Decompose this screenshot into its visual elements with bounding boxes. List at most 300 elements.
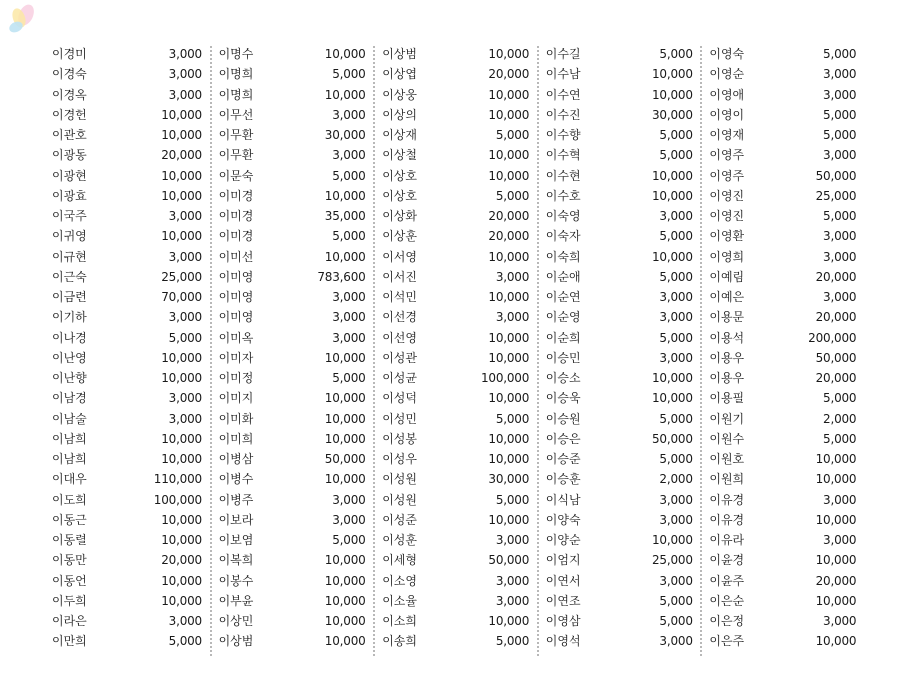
donor-row bbox=[210, 307, 374, 327]
donor-row bbox=[700, 571, 864, 591]
donor-row bbox=[210, 591, 374, 611]
donation-amount: 10,000 bbox=[161, 188, 202, 203]
donor-row bbox=[46, 449, 210, 469]
donation-amount: 35,000 bbox=[324, 209, 366, 224]
donor-row bbox=[210, 510, 374, 530]
donation-amount: 5,000 bbox=[495, 128, 530, 143]
donation-amount: 2,000 bbox=[823, 411, 857, 426]
donation-amount: 5,000 bbox=[823, 209, 857, 224]
donor-name: 이영애 bbox=[709, 87, 745, 102]
donor-name: 이동렬 bbox=[52, 533, 87, 548]
donor-row bbox=[373, 287, 537, 307]
donation-amount: 5,000 bbox=[659, 452, 693, 467]
donor-column bbox=[700, 44, 864, 652]
donor-row bbox=[537, 186, 701, 206]
donor-name: 이석민 bbox=[382, 290, 417, 305]
donor-row bbox=[537, 166, 701, 186]
donor-name: 이연조 bbox=[545, 593, 581, 608]
donor-row bbox=[373, 186, 537, 206]
donor-name: 이영주 bbox=[709, 148, 745, 163]
donor-name: 이복희 bbox=[218, 553, 254, 568]
donor-row bbox=[373, 267, 537, 287]
donor-name: 이영이 bbox=[709, 107, 745, 122]
donor-name: 이성덕 bbox=[382, 391, 417, 406]
donation-amount: 100,000 bbox=[153, 492, 202, 507]
donor-name: 이용우 bbox=[709, 371, 745, 386]
donor-row bbox=[210, 166, 374, 186]
donor-name: 이규현 bbox=[52, 249, 87, 264]
donation-amount: 3,000 bbox=[168, 47, 202, 62]
donor-row bbox=[537, 105, 701, 125]
donation-amount: 10,000 bbox=[488, 391, 530, 406]
donation-amount: 5,000 bbox=[168, 330, 202, 345]
donor-row bbox=[537, 226, 701, 246]
donor-row bbox=[210, 328, 374, 348]
donor-row bbox=[46, 247, 210, 267]
donation-amount: 10,000 bbox=[488, 431, 530, 446]
donor-name: 이양순 bbox=[545, 533, 581, 548]
donation-amount: 5,000 bbox=[495, 492, 530, 507]
donation-amount: 200,000 bbox=[808, 330, 857, 345]
donor-name: 이세형 bbox=[382, 553, 417, 568]
donor-row bbox=[373, 226, 537, 246]
donation-amount: 3,000 bbox=[168, 67, 202, 82]
donation-amount: 10,000 bbox=[488, 512, 530, 527]
donor-row bbox=[210, 550, 374, 570]
donor-row bbox=[700, 368, 864, 388]
donor-row bbox=[46, 64, 210, 84]
donation-amount: 10,000 bbox=[161, 371, 202, 386]
donor-name: 이명수 bbox=[218, 47, 254, 62]
donor-row bbox=[537, 247, 701, 267]
donation-amount: 3,000 bbox=[659, 634, 693, 649]
donor-row bbox=[210, 388, 374, 408]
donation-amount: 10,000 bbox=[651, 188, 693, 203]
donor-column bbox=[373, 44, 537, 652]
donor-name: 이보라 bbox=[218, 512, 254, 527]
donor-name: 이수혁 bbox=[545, 148, 581, 163]
donation-amount: 5,000 bbox=[659, 269, 693, 284]
donation-amount: 2,000 bbox=[659, 472, 693, 487]
donation-amount: 3,000 bbox=[332, 107, 366, 122]
donor-column bbox=[46, 44, 210, 652]
donor-name: 이명희 bbox=[218, 67, 254, 82]
donation-amount: 5,000 bbox=[495, 634, 530, 649]
donor-name: 이용우 bbox=[709, 350, 745, 365]
donor-name: 이용문 bbox=[709, 310, 745, 325]
donor-name: 이상화 bbox=[382, 209, 417, 224]
donor-row bbox=[373, 368, 537, 388]
donation-amount: 70,000 bbox=[161, 290, 202, 305]
donor-name: 이성봉 bbox=[382, 431, 417, 446]
donation-amount: 3,000 bbox=[823, 492, 857, 507]
donation-amount: 5,000 bbox=[823, 128, 857, 143]
donation-amount: 3,000 bbox=[823, 229, 857, 244]
donation-amount: 50,000 bbox=[488, 553, 530, 568]
donor-row bbox=[373, 105, 537, 125]
donor-name: 이영진 bbox=[709, 188, 745, 203]
donation-amount: 5,000 bbox=[332, 168, 366, 183]
donor-row bbox=[210, 105, 374, 125]
donor-name: 이봉수 bbox=[218, 573, 254, 588]
donation-amount: 5,000 bbox=[332, 229, 366, 244]
donation-amount: 10,000 bbox=[488, 249, 530, 264]
donation-amount: 783,600 bbox=[317, 269, 366, 284]
donor-row bbox=[700, 85, 864, 105]
donation-amount: 20,000 bbox=[488, 229, 530, 244]
donor-name: 이용필 bbox=[709, 391, 745, 406]
donor-name: 이소희 bbox=[382, 614, 417, 629]
donor-name: 이동언 bbox=[52, 573, 87, 588]
donor-row bbox=[700, 631, 864, 651]
donor-name: 이유경 bbox=[709, 512, 745, 527]
donation-amount: 10,000 bbox=[161, 452, 202, 467]
donor-row bbox=[537, 571, 701, 591]
donor-row bbox=[537, 44, 701, 64]
donation-amount: 10,000 bbox=[161, 512, 202, 527]
donor-name: 이서영 bbox=[382, 249, 417, 264]
donor-name: 이은순 bbox=[709, 593, 745, 608]
donor-name: 이명희 bbox=[218, 87, 254, 102]
donor-row bbox=[700, 206, 864, 226]
donor-name: 이난향 bbox=[52, 371, 87, 386]
donation-amount: 5,000 bbox=[659, 330, 693, 345]
donor-name: 이성균 bbox=[382, 371, 417, 386]
donation-amount: 20,000 bbox=[161, 553, 202, 568]
donation-amount: 10,000 bbox=[324, 431, 366, 446]
donor-row bbox=[700, 186, 864, 206]
donor-name: 이병삼 bbox=[218, 452, 254, 467]
donor-name: 이원기 bbox=[709, 411, 745, 426]
donation-amount: 3,000 bbox=[168, 310, 202, 325]
donor-name: 이숙영 bbox=[545, 209, 581, 224]
donor-name: 이영재 bbox=[709, 128, 745, 143]
donor-row bbox=[537, 429, 701, 449]
donor-row bbox=[373, 145, 537, 165]
donor-row bbox=[46, 226, 210, 246]
donor-name: 이승원 bbox=[545, 411, 581, 426]
donation-amount: 3,000 bbox=[659, 573, 693, 588]
donation-amount: 20,000 bbox=[815, 573, 857, 588]
donation-amount: 10,000 bbox=[488, 452, 530, 467]
donor-row bbox=[210, 490, 374, 510]
donation-amount: 3,000 bbox=[332, 310, 366, 325]
donor-row bbox=[700, 125, 864, 145]
donor-name: 이미경 bbox=[218, 229, 254, 244]
donor-row bbox=[210, 267, 374, 287]
donor-name: 이은주 bbox=[709, 634, 745, 649]
donor-row bbox=[210, 125, 374, 145]
donation-amount: 10,000 bbox=[324, 411, 366, 426]
donation-amount: 25,000 bbox=[161, 269, 202, 284]
donation-amount: 10,000 bbox=[161, 431, 202, 446]
donor-name: 이성준 bbox=[382, 512, 417, 527]
donor-name: 이상재 bbox=[382, 128, 417, 143]
donation-amount: 10,000 bbox=[815, 512, 857, 527]
donor-row bbox=[537, 550, 701, 570]
donation-amount: 10,000 bbox=[324, 634, 366, 649]
donor-row bbox=[46, 631, 210, 651]
donor-row bbox=[537, 145, 701, 165]
donation-amount: 3,000 bbox=[168, 411, 202, 426]
donation-amount: 50,000 bbox=[324, 452, 366, 467]
donation-amount: 5,000 bbox=[659, 47, 693, 62]
donor-name: 이윤주 bbox=[709, 573, 745, 588]
donor-row bbox=[210, 631, 374, 651]
donor-row bbox=[537, 469, 701, 489]
donation-amount: 10,000 bbox=[488, 290, 530, 305]
donor-name: 이상호 bbox=[382, 168, 417, 183]
donor-row bbox=[373, 611, 537, 631]
donation-amount: 3,000 bbox=[659, 492, 693, 507]
donor-row bbox=[373, 328, 537, 348]
donor-row bbox=[700, 510, 864, 530]
donation-amount: 5,000 bbox=[659, 614, 693, 629]
donor-name: 이수향 bbox=[545, 128, 581, 143]
donor-row bbox=[700, 591, 864, 611]
donor-name: 이원수 bbox=[709, 431, 745, 446]
donor-name: 이무선 bbox=[218, 107, 254, 122]
donor-name: 이미지 bbox=[218, 391, 254, 406]
donation-amount: 10,000 bbox=[651, 168, 693, 183]
donation-amount: 10,000 bbox=[324, 249, 366, 264]
donor-name: 이경미 bbox=[52, 47, 87, 62]
donor-row bbox=[700, 226, 864, 246]
donor-row bbox=[210, 85, 374, 105]
donation-amount: 3,000 bbox=[495, 310, 530, 325]
donor-row bbox=[373, 85, 537, 105]
donor-name: 이은정 bbox=[709, 614, 745, 629]
donation-amount: 10,000 bbox=[651, 249, 693, 264]
donor-row bbox=[210, 64, 374, 84]
donation-amount: 5,000 bbox=[168, 634, 202, 649]
donor-row bbox=[700, 287, 864, 307]
donor-name: 이수남 bbox=[545, 67, 581, 82]
donor-name: 이병주 bbox=[218, 492, 254, 507]
donor-name: 이미경 bbox=[218, 209, 254, 224]
donor-name: 이미정 bbox=[218, 371, 254, 386]
donation-amount: 10,000 bbox=[815, 634, 857, 649]
donor-name: 이수길 bbox=[545, 47, 581, 62]
donor-name: 이상훈 bbox=[382, 229, 417, 244]
donor-row bbox=[373, 591, 537, 611]
donor-name: 이서진 bbox=[382, 269, 417, 284]
donor-name: 이무환 bbox=[218, 148, 254, 163]
donor-name: 이무환 bbox=[218, 128, 254, 143]
donor-row bbox=[700, 166, 864, 186]
donor-row bbox=[46, 429, 210, 449]
donor-name: 이국주 bbox=[52, 209, 87, 224]
donor-row bbox=[373, 631, 537, 651]
donor-row bbox=[373, 307, 537, 327]
donor-name: 이경헌 bbox=[52, 107, 87, 122]
donor-name: 이상민 bbox=[218, 614, 254, 629]
donor-name: 이미영 bbox=[218, 290, 254, 305]
donation-amount: 3,000 bbox=[495, 269, 530, 284]
donor-row bbox=[537, 490, 701, 510]
donation-amount: 10,000 bbox=[324, 614, 366, 629]
donation-amount: 3,000 bbox=[495, 593, 530, 608]
donation-amount: 10,000 bbox=[488, 107, 530, 122]
donor-row bbox=[373, 490, 537, 510]
donor-row bbox=[46, 125, 210, 145]
donation-amount: 5,000 bbox=[495, 411, 530, 426]
donor-name: 이경숙 bbox=[52, 67, 87, 82]
donor-row bbox=[537, 85, 701, 105]
donation-amount: 30,000 bbox=[651, 107, 693, 122]
donor-row bbox=[537, 368, 701, 388]
donor-row bbox=[373, 530, 537, 550]
donor-row bbox=[700, 409, 864, 429]
donation-amount: 5,000 bbox=[823, 391, 857, 406]
donation-amount: 3,000 bbox=[659, 290, 693, 305]
donor-name: 이영석 bbox=[545, 634, 581, 649]
donor-row bbox=[210, 186, 374, 206]
donation-amount: 5,000 bbox=[332, 533, 366, 548]
donor-name: 이엄지 bbox=[545, 553, 581, 568]
donation-amount: 10,000 bbox=[488, 330, 530, 345]
donation-amount: 3,000 bbox=[495, 533, 530, 548]
donation-amount: 110,000 bbox=[153, 472, 202, 487]
donor-name: 이순영 bbox=[545, 310, 581, 325]
donor-row bbox=[210, 611, 374, 631]
donor-name: 이미자 bbox=[218, 350, 254, 365]
donor-row bbox=[373, 409, 537, 429]
donation-amount: 10,000 bbox=[815, 593, 857, 608]
donor-name: 이승소 bbox=[545, 371, 581, 386]
donor-row bbox=[46, 145, 210, 165]
donor-name: 이성우 bbox=[382, 452, 417, 467]
donor-name: 이소율 bbox=[382, 593, 417, 608]
donation-amount: 10,000 bbox=[651, 391, 693, 406]
donor-row bbox=[210, 449, 374, 469]
donor-row bbox=[700, 530, 864, 550]
donor-row bbox=[700, 348, 864, 368]
donation-amount: 10,000 bbox=[161, 350, 202, 365]
donor-name: 이부윤 bbox=[218, 593, 254, 608]
donor-name: 이영주 bbox=[709, 168, 745, 183]
donation-amount: 10,000 bbox=[651, 533, 693, 548]
donor-name: 이예은 bbox=[709, 290, 745, 305]
donation-amount: 3,000 bbox=[332, 512, 366, 527]
donor-name: 이만희 bbox=[52, 634, 87, 649]
donation-amount: 50,000 bbox=[651, 431, 693, 446]
donation-amount: 5,000 bbox=[495, 188, 530, 203]
donation-amount: 30,000 bbox=[324, 128, 366, 143]
donor-name: 이원희 bbox=[709, 472, 745, 487]
donation-amount: 10,000 bbox=[488, 350, 530, 365]
donor-name: 이수연 bbox=[545, 87, 581, 102]
donor-row bbox=[537, 307, 701, 327]
donor-row bbox=[46, 206, 210, 226]
donation-amount: 10,000 bbox=[161, 229, 202, 244]
donor-name: 이상철 bbox=[382, 148, 417, 163]
donor-row bbox=[537, 449, 701, 469]
donor-name: 이식남 bbox=[545, 492, 581, 507]
donor-row bbox=[700, 105, 864, 125]
donation-amount: 50,000 bbox=[815, 350, 857, 365]
donation-amount: 10,000 bbox=[488, 168, 530, 183]
donation-amount: 10,000 bbox=[324, 47, 366, 62]
donation-amount: 3,000 bbox=[823, 614, 857, 629]
donor-row bbox=[46, 469, 210, 489]
donor-name: 이귀영 bbox=[52, 229, 87, 244]
donor-row bbox=[700, 449, 864, 469]
donor-name: 이유라 bbox=[709, 533, 745, 548]
donor-row bbox=[537, 328, 701, 348]
donor-name: 이용석 bbox=[709, 330, 745, 345]
donor-row bbox=[373, 206, 537, 226]
donor-row bbox=[210, 368, 374, 388]
donor-row bbox=[210, 571, 374, 591]
donor-row bbox=[700, 469, 864, 489]
donation-amount: 3,000 bbox=[168, 614, 202, 629]
donor-row bbox=[537, 125, 701, 145]
donor-name: 이영순 bbox=[709, 67, 745, 82]
donor-name: 이경옥 bbox=[52, 87, 87, 102]
donor-row bbox=[537, 287, 701, 307]
donor-column bbox=[210, 44, 374, 652]
donor-name: 이미선 bbox=[218, 249, 254, 264]
donor-name: 이보염 bbox=[218, 533, 254, 548]
donor-row bbox=[700, 307, 864, 327]
donation-amount: 3,000 bbox=[659, 310, 693, 325]
donation-amount: 20,000 bbox=[815, 310, 857, 325]
donor-row bbox=[537, 348, 701, 368]
donor-row bbox=[46, 105, 210, 125]
donation-amount: 3,000 bbox=[659, 512, 693, 527]
donor-name: 이성원 bbox=[382, 492, 417, 507]
donor-name: 이성관 bbox=[382, 350, 417, 365]
donor-name: 이난영 bbox=[52, 350, 87, 365]
donor-name: 이도희 bbox=[52, 492, 87, 507]
donation-amount: 3,000 bbox=[168, 391, 202, 406]
donor-row bbox=[373, 64, 537, 84]
donation-amount: 10,000 bbox=[324, 87, 366, 102]
donor-row bbox=[210, 348, 374, 368]
donation-amount: 3,000 bbox=[332, 492, 366, 507]
donor-name: 이미경 bbox=[218, 188, 254, 203]
donation-amount: 20,000 bbox=[815, 371, 857, 386]
donation-amount: 5,000 bbox=[659, 229, 693, 244]
donation-amount: 10,000 bbox=[324, 391, 366, 406]
donation-amount: 50,000 bbox=[815, 168, 857, 183]
petal-logo-icon bbox=[4, 2, 42, 40]
donor-row bbox=[46, 186, 210, 206]
donor-row bbox=[46, 348, 210, 368]
donation-amount: 5,000 bbox=[823, 47, 857, 62]
donor-name: 이병수 bbox=[218, 472, 254, 487]
donation-amount: 10,000 bbox=[815, 472, 857, 487]
donor-name: 이미옥 bbox=[218, 330, 254, 345]
donor-name: 이상범 bbox=[382, 47, 417, 62]
donation-amount: 10,000 bbox=[488, 87, 530, 102]
donation-amount: 10,000 bbox=[324, 188, 366, 203]
donation-amount: 10,000 bbox=[324, 593, 366, 608]
donor-row bbox=[46, 166, 210, 186]
donor-name: 이승훈 bbox=[545, 472, 581, 487]
donor-name: 이미영 bbox=[218, 269, 254, 284]
donor-row bbox=[373, 388, 537, 408]
donation-amount: 10,000 bbox=[161, 573, 202, 588]
donor-name: 이라은 bbox=[52, 614, 87, 629]
donation-amount: 10,000 bbox=[161, 168, 202, 183]
donation-amount: 3,000 bbox=[823, 87, 857, 102]
donation-amount: 3,000 bbox=[495, 573, 530, 588]
donor-row bbox=[373, 44, 537, 64]
donation-amount: 3,000 bbox=[659, 350, 693, 365]
donor-name: 이숙자 bbox=[545, 229, 581, 244]
